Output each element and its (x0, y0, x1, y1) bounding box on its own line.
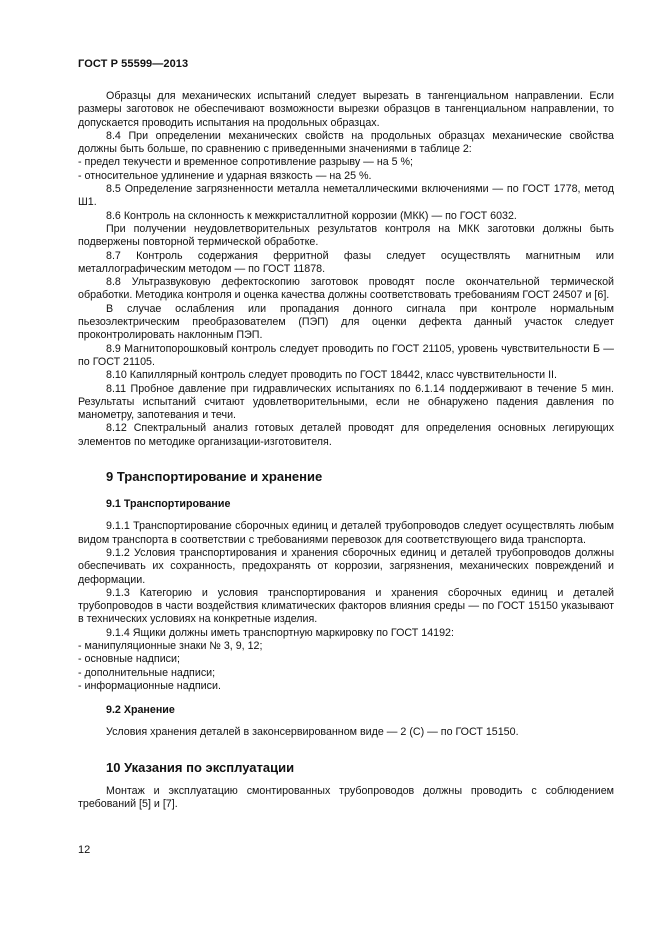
paragraph: 9.1.3 Категорию и условия транспортирования и хранения сборочных единиц и деталей трубопроводов в части воздействия климатических факторов влияния среды — по ГОСТ 15150 указывают в технических условиях на конкретные изделия. (78, 586, 614, 626)
section-10-title: 10 Указания по эксплуатации (106, 759, 295, 775)
paragraph: 9.1.4 Ящики должны иметь транспортную маркировку по ГОСТ 14192: (106, 626, 454, 639)
paragraph: 8.10 Капиллярный контроль следует проводить по ГОСТ 18442, класс чувствительности II. (106, 369, 557, 382)
paragraph: 8.9 Магнитопорошковый контроль следует проводить по ГОСТ 21105, уровень чувствительности Б — по ГОСТ 21105. (78, 342, 614, 368)
paragraph: Условия хранения деталей в законсервированном виде — 2 (С) — по ГОСТ 15150. (106, 726, 519, 739)
list-item: - относительное удлинение и ударная вязкость — на 25 %. (78, 169, 372, 182)
subsection-9-1-title: 9.1 Транспортирование (106, 498, 231, 511)
paragraph: 8.4 При определении механических свойств на продольных образцах механические свойства должны быть больше, по сравнению с приведенными значениями в таблице 2: (78, 129, 614, 156)
paragraph: Монтаж и эксплуатацию смонтированных трубопроводов должны проводить с соблюдением требований [5] и [7]. (78, 784, 614, 811)
paragraph: 9.1.1 Транспортирование сборочных единиц и деталей трубопроводов следует осуществлять любым видом транспорта в соответствии с требованиями перевозок для соответствующего вида транспорта. (78, 520, 614, 546)
list-item: - информационные надписи. (78, 679, 221, 692)
paragraph: 8.11 Пробное давление при гидравлических испытаниях по 6.1.14 поддерживают в течение 5 мин. Результаты испытаний считают удовлетворительными, если не обнаружено падения давления по манометру, запотевания и течи. (78, 382, 614, 422)
document-body (78, 90, 614, 811)
paragraph: 8.12 Спектральный анализ готовых деталей проводят для определения основных легирующих элементов по методике организации-изготовителя. (78, 422, 614, 448)
paragraph: При получении неудовлетворительных результатов контроля на МКК заготовки должны быть подвержены повторной термической обработке. (78, 222, 614, 249)
paragraph: 8.5 Определение загрязненности металла неметаллическими включениями — по ГОСТ 1778, метод Ш1. (78, 183, 614, 209)
document-header: ГОСТ Р 55599—2013 (78, 58, 189, 70)
list-item: - предел текучести и временное сопротивление разрыву — на 5 %; (78, 156, 414, 169)
paragraph: 9.1.2 Условия транспортирования и хранения сборочных единиц и деталей трубопроводов должны обеспечивать их сохранность, предохранять от коррозии, загрязнения, механических повреждений и деформации. (78, 546, 614, 586)
page-number: 12 (78, 844, 91, 856)
paragraph: 8.6 Контроль на склонность к межкристаллитной коррозии (МКК) — по ГОСТ 6032. (106, 209, 517, 222)
list-item: - манипуляционные знаки № 3, 9, 12; (78, 639, 263, 652)
paragraph: 8.8 Ультразвуковую дефектоскопию заготовок проводят после окончательной термической обработки. Методика контроля и оценка качества должны соответствовать требованиям ГОСТ 24507 и [6]. (78, 276, 614, 302)
subsection-9-2-title: 9.2 Хранение (106, 704, 175, 717)
list-item: - основные надписи; (78, 653, 180, 666)
paragraph: 8.7 Контроль содержания ферритной фазы следует осуществлять магнитным или металлографическим методом — по ГОСТ 11878. (78, 249, 614, 275)
list-item: - дополнительные надписи; (78, 666, 216, 679)
paragraph: В случае ослабления или пропадания донного сигнала при контроле нормальным пьезоэлектрическим преобразователем (ПЭП) для оценки дефекта данный участок следует проконтролировать наклонным ПЭП. (78, 302, 614, 342)
paragraph: Образцы для механических испытаний следует вырезать в тангенциальном направлении. Если размеры заготовок не обеспечивают возможности вырезки образцов в тангенциальном направлении, то допускается проводить испытания на продольных образцах. (78, 90, 614, 129)
section-9-title: 9 Транспортирование и хранение (106, 469, 323, 485)
